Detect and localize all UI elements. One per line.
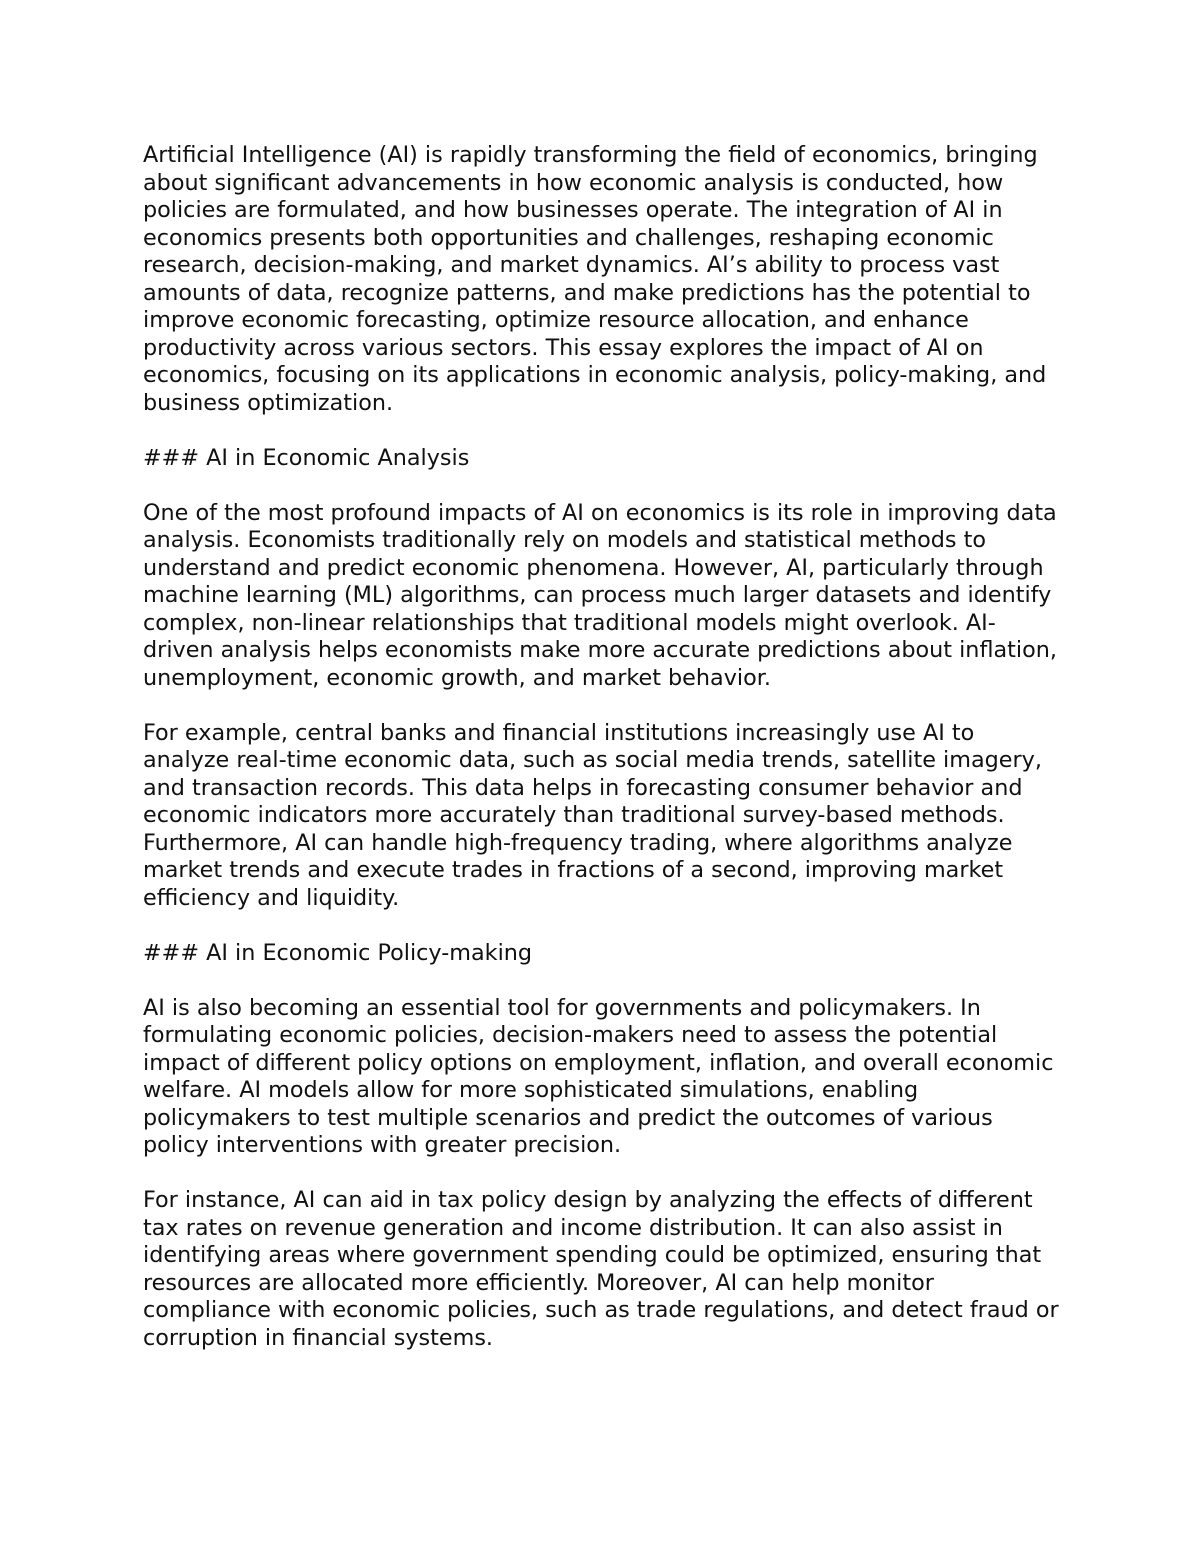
- paragraph-tax-policy: For instance, AI can aid in tax policy design by analyzing the effects of different tax rates on revenue generation and income distribution. It can also assist in identifying areas where government spending could be optimized, ensuring that resources are allocated more efficiently. Moreover, AI can help monitor compliance with economic policies, such as trade regulations, and detect fraud or corruption in financial systems.: [143, 1187, 1059, 1351]
- document-body: [143, 142, 1063, 1380]
- paragraph-policy-tools: AI is also becoming an essential tool for governments and policymakers. In formulating economic policies, decision-makers need to assess the potential impact of different policy options on employment, inflation, and overall economic welfare. AI models allow for more sophisticated simulations, enabling policymakers to test multiple scenarios and predict the outcomes of various policy interventions with greater precision.: [143, 994, 1054, 1158]
- heading-economic-analysis: ### AI in Economic Analysis: [143, 444, 470, 471]
- paragraph-intro: Artificial Intelligence (AI) is rapidly transforming the field of economics, bringing about significant advancements in how economic analysis is conducted, how policies are formulated, and how businesses operate. The integration of AI in economics presents both opportunities and challenges, reshaping economic research, decision-making, and market dynamics. AI’s ability to process vast amounts of data, recognize patterns, and make predictions has the potential to improve economic forecasting, optimize resource allocation, and enhance productivity across various sectors. This essay explores the impact of AI on economics, focusing on its applications in economic analysis, policy-making, and business optimization.: [143, 142, 1047, 416]
- heading-policy-making: ### AI in Economic Policy-making: [143, 939, 533, 966]
- paragraph-example-central-banks: For example, central banks and financial institutions increasingly use AI to analyze real-time economic data, such as social media trends, satellite imagery, and transaction records. This data helps in forecasting consumer behavior and economic indicators more accurately than traditional survey-based methods. Furthermore, AI can handle high-frequency trading, where algorithms analyze market trends and execute trades in fractions of a second, improving market efficiency and liquidity.: [143, 719, 1042, 911]
- paragraph-economic-analysis: One of the most profound impacts of AI on economics is its role in improving data analysis. Economists traditionally rely on models and statistical methods to understand and predict economic phenomena. However, AI, particularly through machine learning (ML) algorithms, can process much larger datasets and identify complex, non-linear relationships that traditional models might overlook. AI-driven analysis helps economists make more accurate predictions about inflation, unemployment, economic growth, and market behavior.: [143, 499, 1057, 691]
